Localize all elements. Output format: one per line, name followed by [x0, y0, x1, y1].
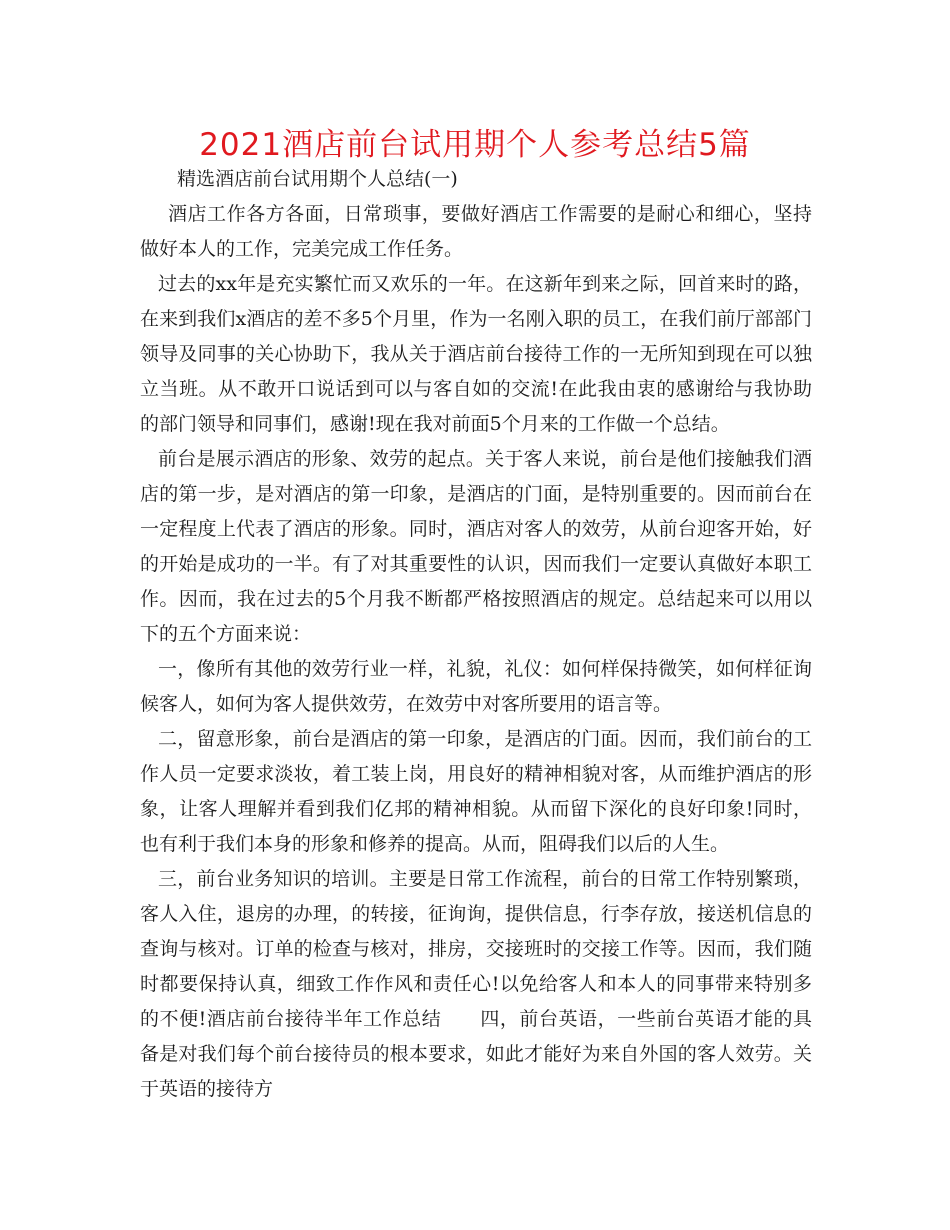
document-title: 2021酒店前台试用期个人参考总结5篇 [199, 127, 751, 163]
paragraph-point-three: 三，前台业务知识的培训。主要是日常工作流程，前台的日常工作特别繁琐，客人入住，退房的办理，的转接，征询询，提供信息，行李存放，接送机信息的查询与核对。订单的检查与核对，排房，交接班时的交接工作等。因而，我们随时都要保持认真，细致工作作风和责任心!以免给客人和本人的同事带来特别多的不便!酒店前台接待半年工作总结 四，前台英语，一些前台英语才能的具备是对我们每个前台接待员的根本要求，如此才能好为来自外国的客人效劳。关于英语的接待方 [140, 868, 812, 1100]
document-body [140, 162, 812, 1107]
paragraph-front-desk-role: 前台是展示酒店的形象、效劳的起点。关于客人来说，前台是他们接触我们酒店的第一步，是对酒店的第一印象，是酒店的门面，是特别重要的。因而前台在一定程度上代表了酒店的形象。同时，酒店对客人的效劳，从前台迎客开始，好的开始是成功的一半。有了对其重要性的认识，因而我们一定要认真做好本职工作。因而，我在过去的5个月我不断都严格按照酒店的规定。总结起来可以用以下的五个方面来说： [140, 448, 812, 645]
paragraph-point-one: 一，像所有其他的效劳行业一样，礼貌，礼仪：如何样保持微笑，如何样征询候客人，如何为客人提供效劳，在效劳中对客所要用的语言等。 [140, 658, 812, 715]
paragraph-point-two: 二，留意形象，前台是酒店的第一印象，是酒店的门面。因而，我们前台的工作人员一定要求淡妆，着工装上岗，用良好的精神相貌对客，从而维护酒店的形象，让客人理解并看到我们亿邦的精神相貌。从而留下深化的良好印象!同时，也有利于我们本身的形象和修养的提高。从而，阻碍我们以后的人生。 [140, 728, 812, 855]
section-heading: 精选酒店前台试用期个人总结(一) [177, 168, 458, 190]
paragraph-intro: 酒店工作各方各面，日常琐事，要做好酒店工作需要的是耐心和细心，坚持做好本人的工作，完美完成工作任务。 [140, 203, 812, 260]
paragraph-past-year: 过去的xx年是充实繁忙而又欢乐的一年。在这新年到来之际，回首来时的路，在来到我们x酒店的差不多5个月里，作为一名刚入职的员工，在我们前厅部部门领导及同事的关心协助下，我从关于酒店前台接待工作的一无所知到现在可以独立当班。从不敢开口说话到可以与客自如的交流!在此我由衷的感谢给与我协助的部门领导和同事们，感谢!现在我对前面5个月来的工作做一个总结。 [140, 273, 812, 435]
